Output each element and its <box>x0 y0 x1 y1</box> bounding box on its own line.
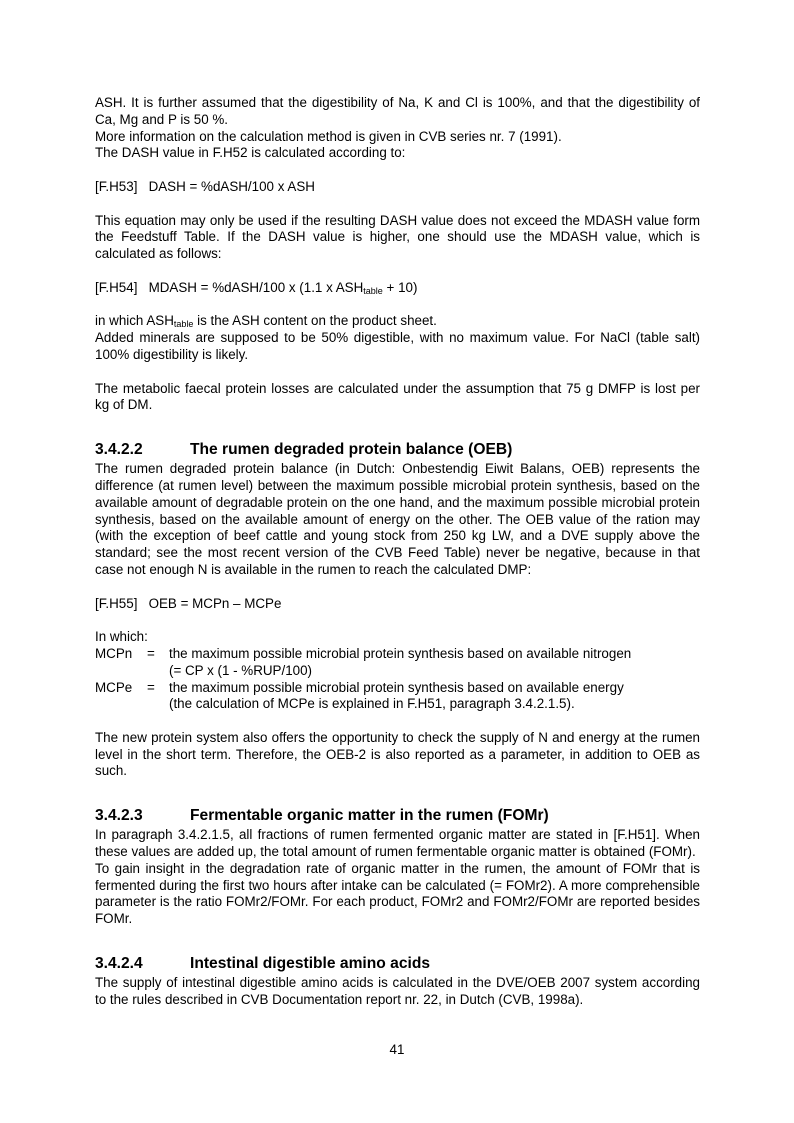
paragraph: The supply of intestinal digestible amino acids is calculated in the DVE/OEB 2007 system according to the rules described in CVB Documentation report nr. 22, in Dutch (CVB, 1998a). <box>95 975 700 1007</box>
definition-row: MCPn = the maximum possible microbial protein synthesis based on available nitrogen (= CP x (1 - %RUP/100) <box>95 645 632 678</box>
section-heading-3-4-2-2: 3.4.2.2 The rumen degraded protein balance (OEB) <box>95 441 513 459</box>
paragraph: To gain insight in the degradation rate of organic matter in the rumen, the amount of FOMr that is fermented during the first two hours after intake can be calculated (= FOMr2). A more comprehensible parameter is the ratio FOMr2/FOMr. For each product, FOMr2 and FOMr2/FOMr are reported besides FOMr. <box>95 860 700 927</box>
paragraph: More information on the calculation method is given in CVB series nr. 7 (1991). <box>95 128 562 144</box>
paragraph: Added minerals are supposed to be 50% digestible, with no maximum value. For NaCl (table salt) 100% digestibility is likely. <box>95 330 700 362</box>
section-heading-3-4-2-3: 3.4.2.3 Fermentable organic matter in the rumen (FOMr) <box>95 807 549 825</box>
definition-row: MCPe = the maximum possible microbial protein synthesis based on available energy (the calculation of MCPe is explained in F.H51, paragraph 3.4.2.1.5). <box>95 679 624 712</box>
paragraph: The metabolic faecal protein losses are calculated under the assumption that 75 g DMFP is lost per kg of DM. <box>95 380 700 413</box>
paragraph: In paragraph 3.4.2.1.5, all fractions of rumen fermented organic matter are stated in [F.H51]. When these values are added up, the total amount of rumen fermentable organic matter is obtained (FOMr). <box>95 827 700 860</box>
paragraph: ASH. It is further assumed that the digestibility of Na, K and Cl is 100%, and that the digestibility of Ca, Mg and P is 50 %. <box>95 95 700 127</box>
page-number: 41 <box>389 1042 405 1057</box>
equation-fh53: [F.H53] DASH = %dASH/100 x ASH <box>95 178 315 194</box>
definitions-table <box>95 646 631 713</box>
in-which-label: In which: <box>95 629 148 645</box>
paragraph: The new protein system also offers the opportunity to check the supply of N and energy at the rumen level in the short term. Therefore, the OEB-2 is also reported as a parameter, in addition to OEB as such. <box>95 729 700 779</box>
paragraph: in which $ASH_{table}$ is the ASH content on the product sheet. <box>95 313 437 330</box>
paragraph: This equation may only be used if the resulting DASH value does not exceed the MDASH value form the Feedstuff Table. If the DASH value is higher, one should use the MDASH value, which is calculated as follows: <box>95 212 700 262</box>
paragraph: The DASH value in F.H52 is calculated according to: <box>95 145 406 161</box>
paragraph: The rumen degraded protein balance (in Dutch: Onbestendig Eiwit Balans, OEB) represents the difference (at rumen level) between the maximum possible microbial protein synthesis, based on the available amount of degradable protein on the one hand, and the maximum possible microbial protein synthesis, based on the available amount of energy on the other. The OEB value of the ration may (with the exception of beef cattle and young stock from 250 kg LW, and a DVE supply above the standard; see the most recent version of the CVB Feed Table) never be negative, because in that case not enough N is available in the rumen to reach the calculated DMP: <box>95 461 700 577</box>
equation-fh55: [F.H55] OEB = MCPn – MCPe <box>95 595 282 611</box>
page-body <box>95 95 700 1009</box>
equation-fh54: [F.H54] MDASH = %dASH/100 x (1.1 x $ASH_{table} + 10$) <box>95 279 418 296</box>
section-heading-3-4-2-4: 3.4.2.4 Intestinal digestible amino acids <box>95 955 431 973</box>
